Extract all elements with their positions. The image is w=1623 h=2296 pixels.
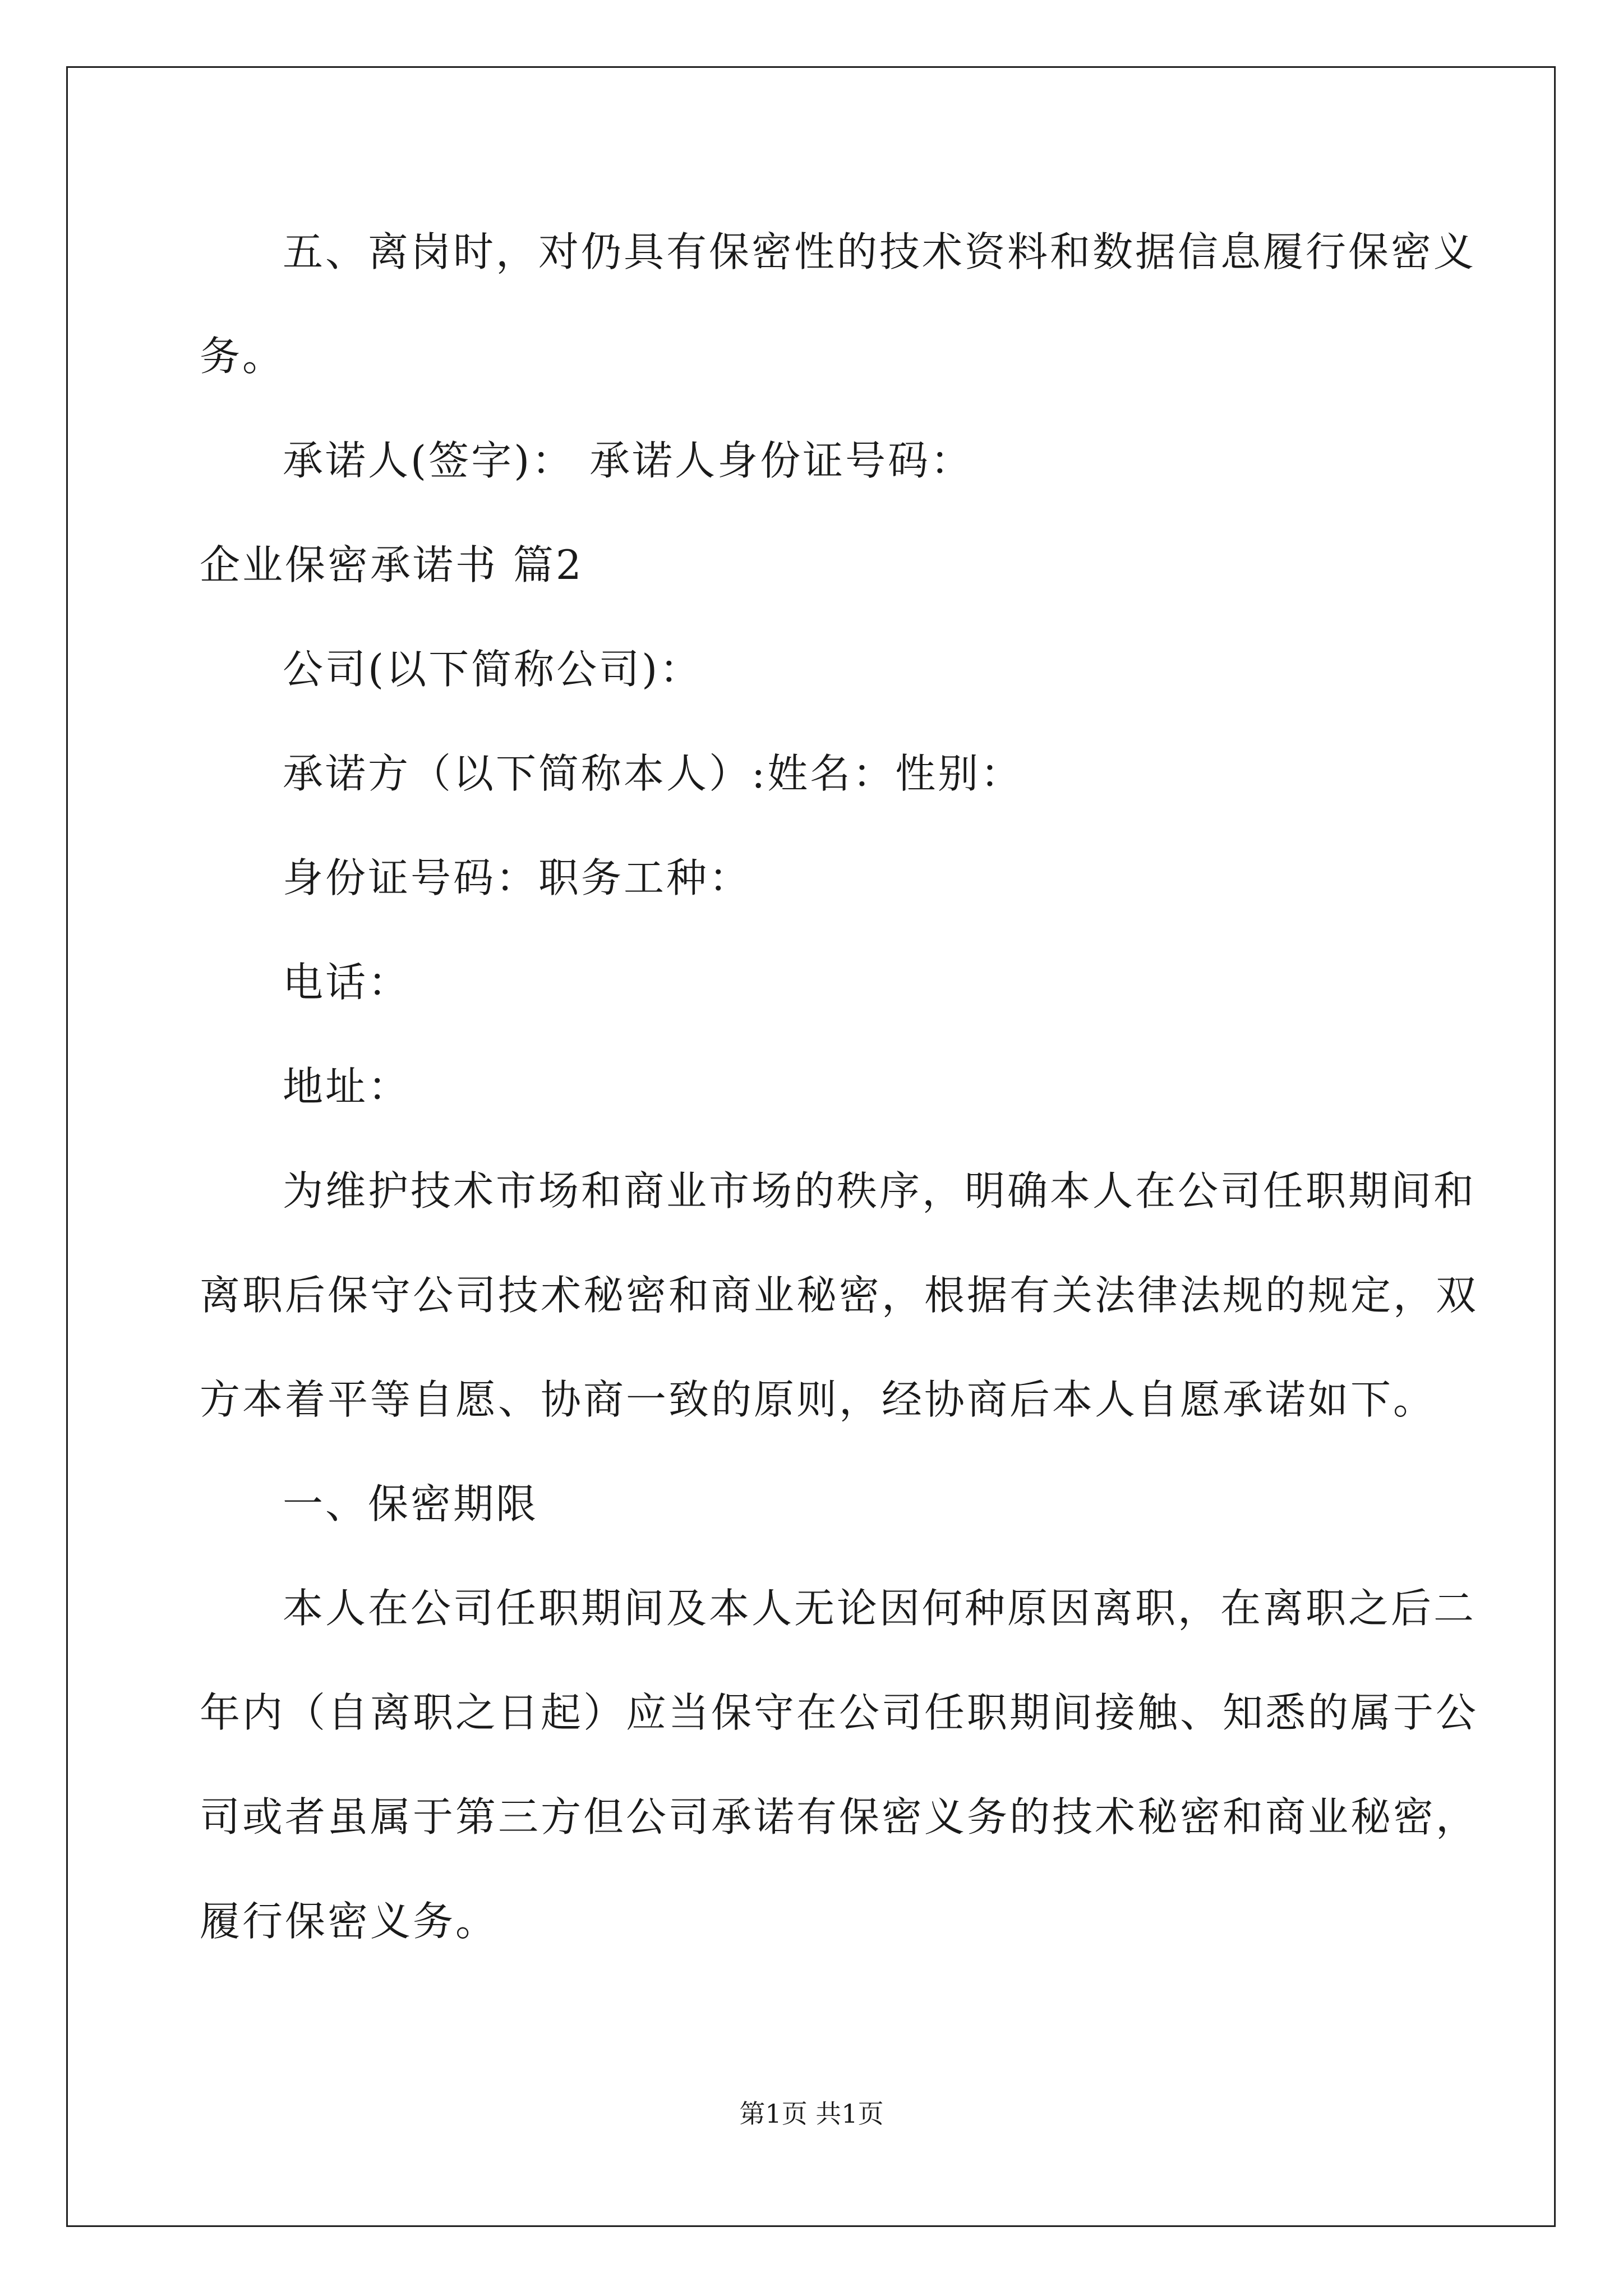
document-body	[200, 221, 1479, 1995]
text-line: 为维护技术市场和商业市场的秩序，明确本人在公司任职期间和	[283, 1167, 1477, 1214]
clause-heading: 一、保密期限	[283, 1480, 539, 1527]
page-number: 第1页 共1页	[739, 2099, 884, 2129]
id-number-field: 身份证号码：职务工种：	[283, 854, 752, 901]
address-field: 地址：	[283, 1063, 411, 1110]
signature-line: 承诺人(签字)： 承诺人身份证号码：	[283, 437, 974, 484]
section-heading: 企业保密承诺书 篇2	[200, 541, 584, 588]
text-line: 离职后保守公司技术秘密和商业秘密，根据有关法律法规的规定，双	[200, 1272, 1479, 1319]
phone-field: 电话：	[283, 959, 411, 1006]
text-line: 年内（自离职之日起）应当保守在公司任职期间接触、知悉的属于公	[200, 1689, 1479, 1736]
text-line: 本人在公司任职期间及本人无论因何种原因离职，在离职之后二	[283, 1585, 1477, 1632]
text-line: 五、离岗时，对仍具有保密性的技术资料和数据信息履行保密义	[283, 228, 1477, 275]
text-line: 务。	[200, 333, 285, 380]
text-line: 方本着平等自愿、协商一致的原则，经协商后本人自愿承诺如下。	[200, 1376, 1436, 1423]
text-line: 司或者虽属于第三方但公司承诺有保密义务的技术秘密和商业秘密，	[200, 1793, 1479, 1841]
company-field: 公司(以下简称公司)：	[283, 646, 703, 693]
text-line: 履行保密义务。	[200, 1898, 499, 1945]
promisor-field: 承诺方（以下简称本人）:姓名：性别：	[283, 750, 1023, 797]
